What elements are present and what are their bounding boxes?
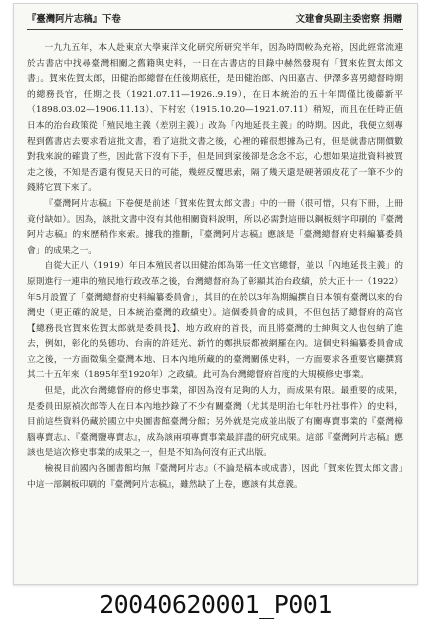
- paragraph: 但是，此次台灣總督府的修史事業，卻因為沒有足夠的人力，而成果有限。最重要的成果，是委員田原禎次郎等人在日本內地抄錄了不少有關臺灣（尤其是明治七年牡丹社事件）的史料，目前這些資料仍藏於國立中央圖書館臺灣分館；另外就是完成並出版了有關專賣事業的『臺灣樟腦專賣志』、『臺灣鹽專賣志』，成為該兩項專賣事業最詳盡的研究成果。這部『臺灣阿片志稿』應該也是這次修史事業的成果之一，但是不知為何沒有正式出版。: [27, 386, 403, 459]
- paragraph: 『臺灣阿片志稿』下卷便是前述「賀來佐賀太郎文書」中的一冊（很可惜，只有下冊，上冊竟付缺如）。因為，該批文書中沒有其他相關資料說明，所以必需對這冊以鋼板刻字印刷的『臺灣阿片志稿』的來歷稍作來索。據我的推斷，『臺灣阿片志稿』應該是「臺灣總督府史料編纂委員會」的成果之一。: [27, 198, 403, 256]
- header-donor: 文建會吳副主委密察 捐贈: [295, 14, 402, 25]
- paragraph: 檢視目前國內各圖書館均無『臺灣阿片志』（不論是稿本或成書），因此「賀來佐賀太郎文書」中這一部鋼板印刷的『臺灣阿片志稿』，雖然缺了上卷，應該有其意義。: [27, 464, 403, 490]
- image-caption: 20040620001_P001: [99, 590, 332, 619]
- paragraph: 一九九五年，本人赴東京大學東洋文化研究所研究半年，因為時間較為充裕，因此經常流連於古書店中找尋臺灣相關之舊籍與史料，一日在古書店的目錄中赫然發現有「賀來佐賀太郎文書」。賀來佐賀太郎，田健治郎總督在任後期底任，是田健治郎、內田嘉吉、伊澤多喜男總督時期的總務長官，任期之長（1921.07.11—1926..9.19），在日本統治的五十年間僅比後藤新平（1898.03.02—1906.11.13）、下村宏（1915.10.20—1921.07.11）稍短，而且在任時正值日本的治台政策從「殖民地主義（差別主義）」改為「內地延長主義」的時期。因此，我便立刻專程到舊書店去要求看這批文書，看了這批文書之後，心裡的確很想據為己有，但是就書店開價數對我來說的確貴了些，因此當下沒有下手，但是回到家後卻是念念不忘，心想如果這批資料被買走之後，不知是否還有復見天日的可能，幾經反覆思索，隔了幾天還是硬著頭皮花了一筆不少的錢將它買下來了。: [27, 43, 403, 194]
- header-rule: [27, 29, 403, 30]
- document-body: [27, 41, 403, 576]
- document-header: [27, 13, 402, 27]
- paragraph: 自從大正八（1919）年日本殖民者以田健治郎為第一任文官總督，並以「內地延長主義」的原則進行一連串的殖民地行政改革之後，台灣總督府為了彰顯其治台政績，於大正十一（1922）年5月設置了「臺灣總督府史料編纂委員會」，其目的在於以3年為期編撰自日本領有臺灣以來的台灣史（更正確的說是，日本統治臺灣的政績史）。這個委員會的成員，不但包括了總督府的高官【總務長官賀來佐賀太郎就是委員長】、地方政府的首長，而且將臺灣的士紳與文人也包納了進去，例如，彰化的吳德功、台南的許廷光、新竹的鄭拱辰都被網羅在內。這個史料編纂委員會成立之後，一方面徵集全臺灣本地、日本內地所藏的的臺灣關係史料，一方面要求各重要官廳撰寫其二十五年來（1895年至1920年）之政績。此可為台灣總督府首度的大規模修史事業。: [27, 261, 403, 381]
- header-title: 『臺灣阿片志稿』下卷: [27, 14, 121, 25]
